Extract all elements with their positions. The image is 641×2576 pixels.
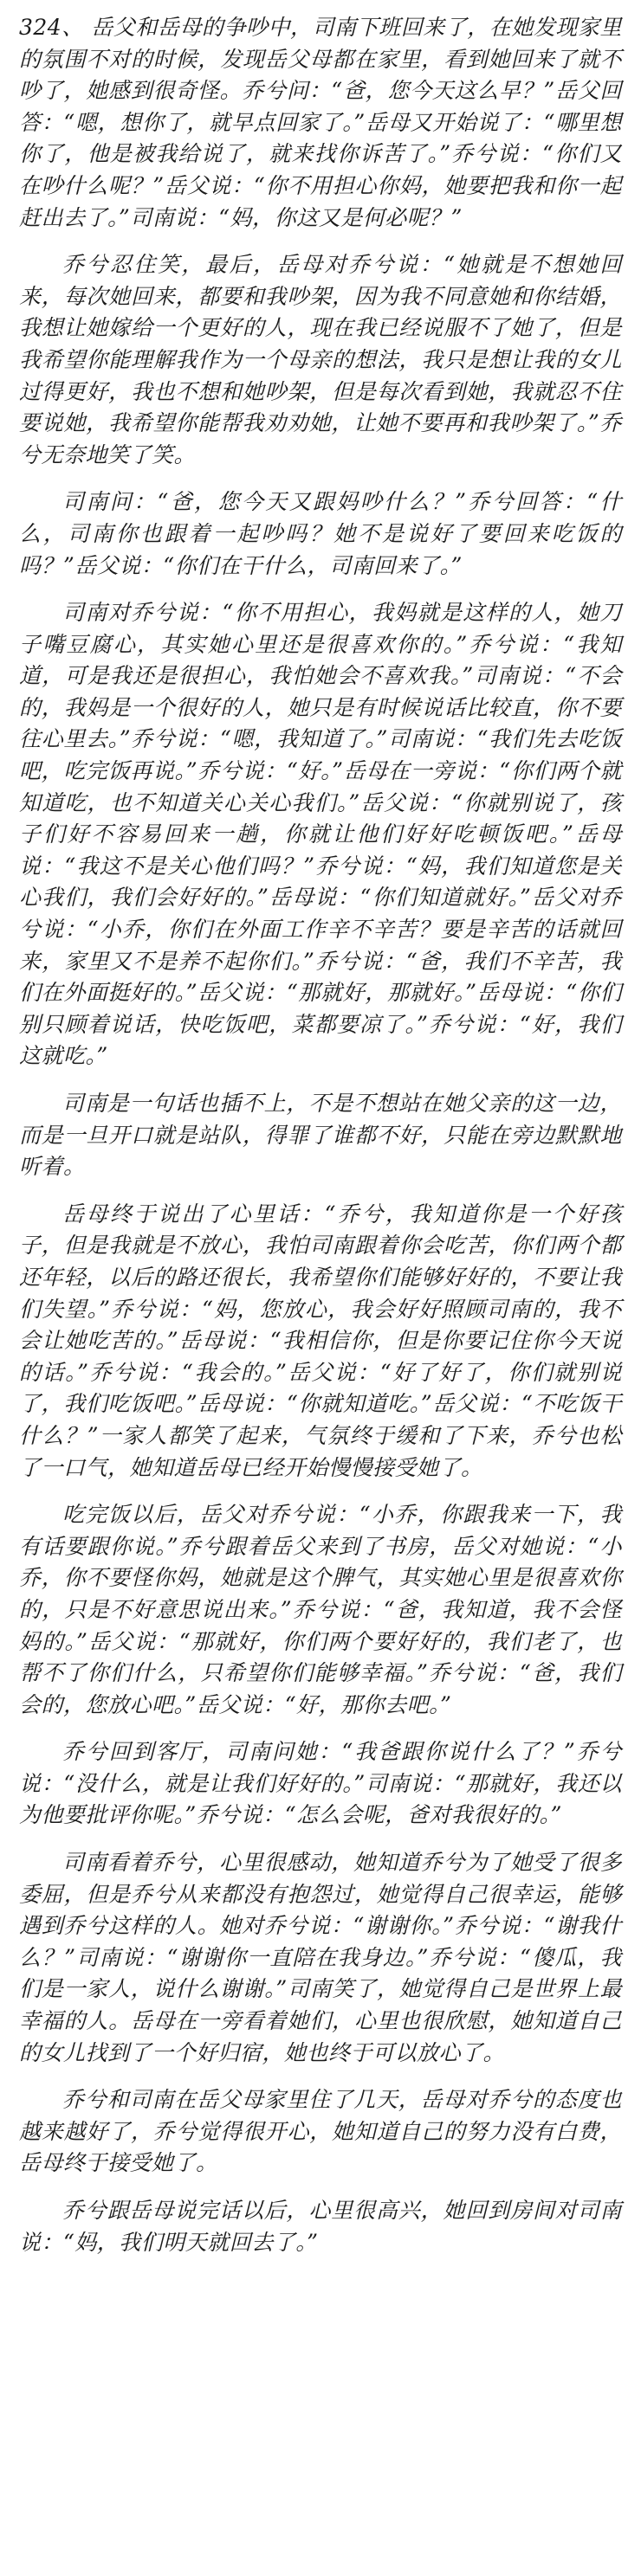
paragraph-2: 乔兮忍住笑，最后，岳母对乔兮说：“她就是不想她回来，每次她回来，都要和我吵架，因为我不同意她和你结婚，我想让她嫁给一个更好的人，现在我已经说服不了她了，但是我希望你能理解我作为一个母亲的想法，我只是想让我的女儿过得更好，我也不想和她吵架，但是每次看到她，我就忍不住要说她，我希望你能帮我劝劝她，让她不要再和我吵架了。”乔兮无奈地笑了笑。 <box>19 252 622 467</box>
paragraph-4: 司南对乔兮说：“你不用担心，我妈就是这样的人，她刀子嘴豆腐心，其实她心里还是很喜欢你的。”乔兮说：“我知道，可是我还是很担心，我怕她会不喜欢我。”司南说：“不会的，我妈是一个很好的人，她只是有时候说话比较直，你不要往心里去。”乔兮说：“嗯，我知道了。”司南说：“我们先去吃饭吧，吃完饭再说。”乔兮说：“好。”岳母在一旁说：“你们两个就知道吃，也不知道关心关心我们。”岳父说：“你就别说了，孩子们好不容易回来一趟，你就让他们好好吃顿饭吧。”岳母说：“我这不是关心他们吗？”乔兮说：“妈，我们知道您是关心我们，我们会好好的。”岳母说：“你们知道就好。”岳父对乔兮说：“小乔，你们在外面工作辛不辛苦？要是辛苦的话就回来，家里又不是养不起你们。”乔兮说：“爸，我们不辛苦，我们在外面挺好的。”岳父说：“那就好，那就好。”岳母说：“你们别只顾着说话，快吃饭吧，菜都要凉了。”乔兮说：“好，我们这就吃。” <box>19 600 622 1069</box>
paragraph-7: 吃完饭以后，岳父对乔兮说：“小乔，你跟我来一下，我有话要跟你说。”乔兮跟着岳父来到了书房，岳父对她说：“小乔，你不要怪你妈，她就是这个脾气，其实她心里是很喜欢你的，只是不好意思说出来。”乔兮说：“爸，我知道，我不会怪妈的。”岳父说：“那就好，你们两个要好好的，我们老了，也帮不了你们什么，只希望你们能够幸福。”乔兮说：“爸，我们会的，您放心吧。”岳父说：“好，那你去吧。” <box>19 1502 622 1717</box>
paragraph-3: 司南问：“爸，您今天又跟妈吵什么？”乔兮回答：“什么，司南你也跟着一起吵吗？她不是说好了要回来吃饭的吗？”岳父说：“你们在干什么，司南回来了。” <box>19 489 622 578</box>
paragraph-11: 乔兮跟岳母说完话以后，心里很高兴，她回到房间对司南说：“妈，我们明天就回去了。” <box>19 2198 622 2255</box>
paragraph-1: 324、 岳父和岳母的争吵中，司南下班回来了，在她发现家里的氛围不对的时候，发现岳父母都在家里，看到她回来了就不吵了，她感到很奇怪。乔兮问：“爸，您今天这么早？”岳父回答：“嗯，想你了，就早点回家了。”岳母又开始说了：“哪里想你了，他是被我给说了，就来找你诉苦了。”乔兮说：“你们又在吵什么呢？”岳父说：“你不用担心你妈，她要把我和你一起赶出去了。”司南说：“妈，你这又是何必呢？” <box>19 15 622 230</box>
paragraph-8: 乔兮回到客厅，司南问她：“我爸跟你说什么了？”乔兮说：“没什么，就是让我们好好的。”司南说：“那就好，我还以为他要批评你呢。”乔兮说：“怎么会呢，爸对我很好的。” <box>19 1739 622 1828</box>
paragraph-6: 岳母终于说出了心里话：“乔兮，我知道你是一个好孩子，但是我就是不放心，我怕司南跟着你会吃苦，你们两个都还年轻，以后的路还很长，我希望你们能够好好的，不要让我们失望。”乔兮说：“妈，您放心，我会好好照顾司南的，我不会让她吃苦的。”岳母说：“我相信你，但是你要记住你今天说的话。”乔兮说：“我会的。”岳父说：“好了好了，你们就别说了，我们吃饭吧。”岳母说：“你就知道吃。”岳父说：“不吃饭干什么？”一家人都笑了起来，气氛终于缓和了下来，乔兮也松了一口气，她知道岳母已经开始慢慢接受她了。 <box>19 1201 622 1480</box>
paragraph-9: 司南看着乔兮，心里很感动，她知道乔兮为了她受了很多委屈，但是乔兮从来都没有抱怨过，她觉得自己很幸运，能够遇到乔兮这样的人。她对乔兮说：“谢谢你。”乔兮说：“谢我什么？”司南说：“谢谢你一直陪在我身边。”乔兮说：“傻瓜，我们是一家人，说什么谢谢。”司南笑了，她觉得自己是世界上最幸福的人。岳母在一旁看着她们，心里也很欣慰，她知道自己的女儿找到了一个好归宿，她也终于可以放心了。 <box>19 1850 622 2065</box>
paragraph-5: 司南是一句话也插不上，不是不想站在她父亲的这一边，而是一旦开口就是站队，得罪了谁都不好，只能在旁边默默地听着。 <box>19 1091 622 1180</box>
paragraph-10: 乔兮和司南在岳父母家里住了几天，岳母对乔兮的态度也越来越好了，乔兮觉得很开心，她知道自己的努力没有白费，岳母终于接受她了。 <box>19 2087 622 2176</box>
